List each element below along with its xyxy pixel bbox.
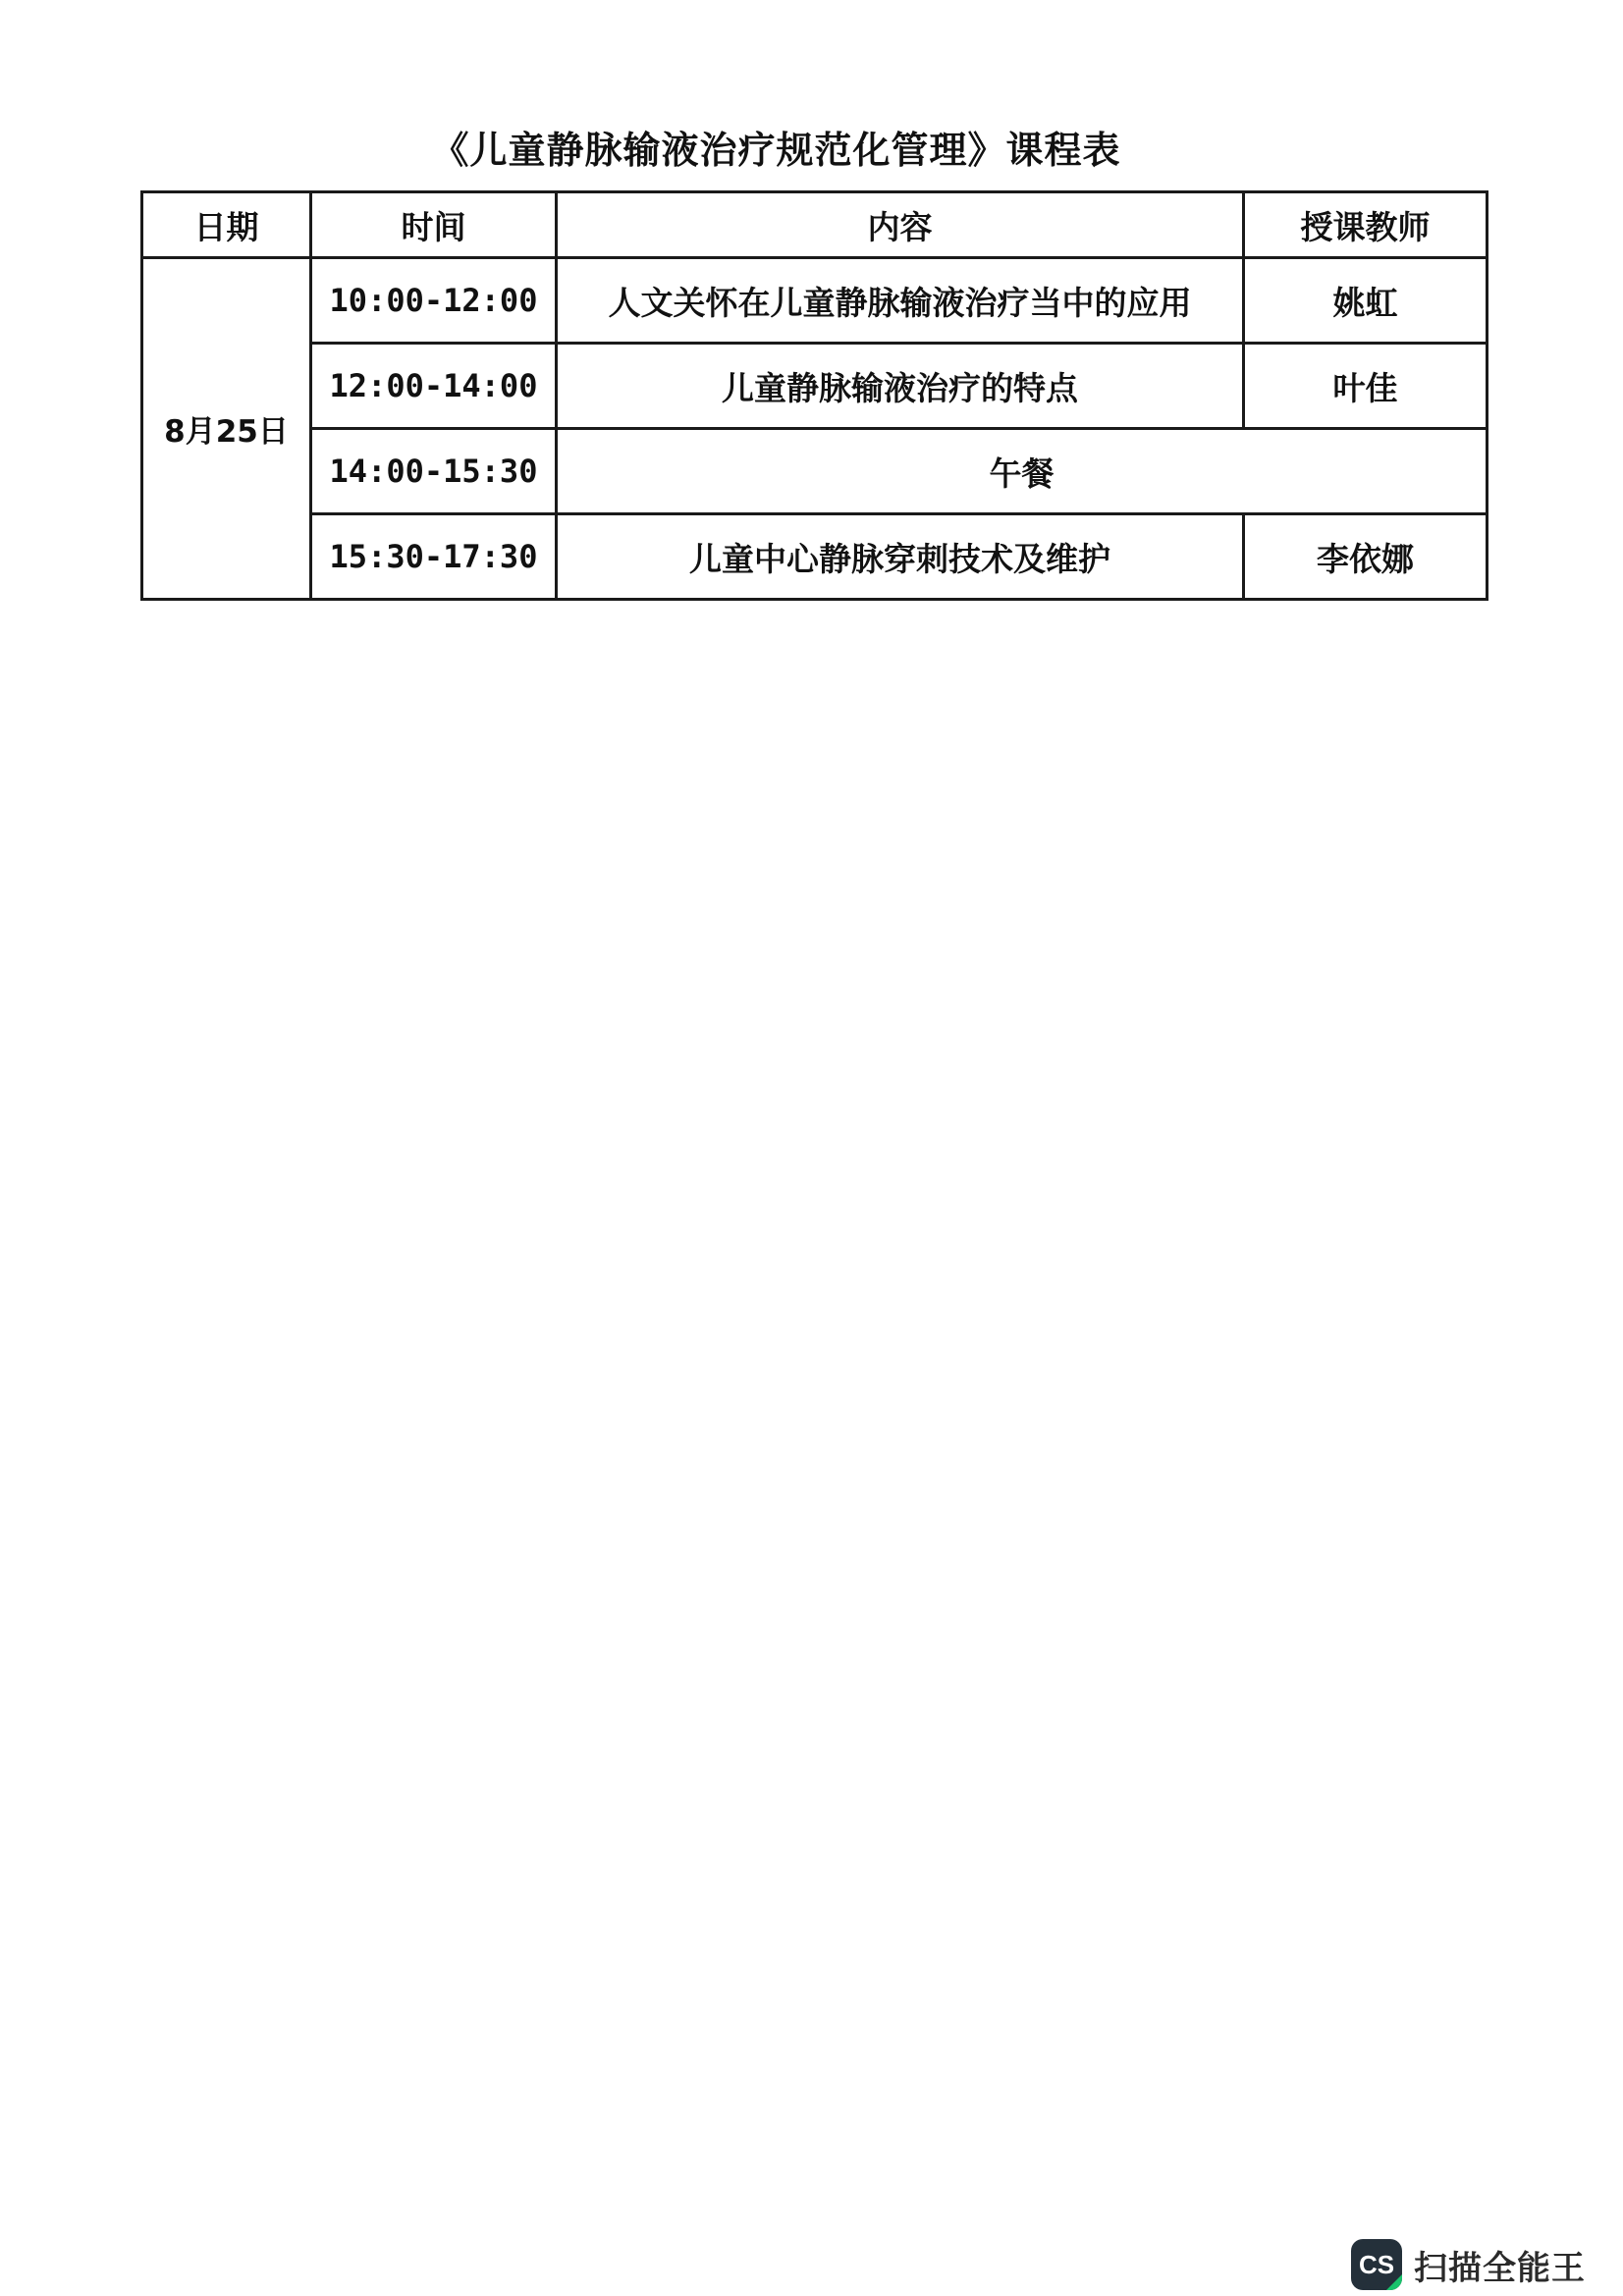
time-cell: 12:00-14:00	[311, 344, 557, 429]
table-header-row	[142, 192, 1488, 258]
content-cell: 儿童中心静脉穿刺技术及维护	[557, 514, 1244, 600]
header-teacher: 授课教师	[1244, 192, 1488, 258]
table-row	[142, 429, 1488, 514]
watermark-label: 扫描全能王	[1414, 2248, 1586, 2288]
header-date: 日期	[142, 192, 311, 258]
scanner-watermark	[1351, 2239, 1586, 2290]
header-content: 内容	[557, 192, 1244, 258]
logo-text: CS	[1358, 2250, 1395, 2279]
table-row	[142, 514, 1488, 600]
teacher-cell: 李依娜	[1244, 514, 1488, 600]
content-cell: 儿童静脉输液治疗的特点	[557, 344, 1244, 429]
time-cell: 15:30-17:30	[311, 514, 557, 600]
teacher-cell: 叶佳	[1244, 344, 1488, 429]
logo-corner-accent	[1386, 2274, 1402, 2290]
content-cell: 人文关怀在儿童静脉输液治疗当中的应用	[557, 258, 1244, 344]
table-row	[142, 344, 1488, 429]
date-cell: 8月25日	[142, 258, 311, 600]
time-cell: 14:00-15:30	[311, 429, 557, 514]
header-time: 时间	[311, 192, 557, 258]
camscanner-logo-icon	[1351, 2239, 1402, 2290]
table-row	[142, 258, 1488, 344]
teacher-cell: 姚虹	[1244, 258, 1488, 344]
lunch-cell: 午餐	[557, 429, 1488, 514]
course-schedule-table	[140, 190, 1488, 601]
time-cell: 10:00-12:00	[311, 258, 557, 344]
page-title: 《儿童静脉输液治疗规范化管理》课程表	[431, 129, 1121, 172]
